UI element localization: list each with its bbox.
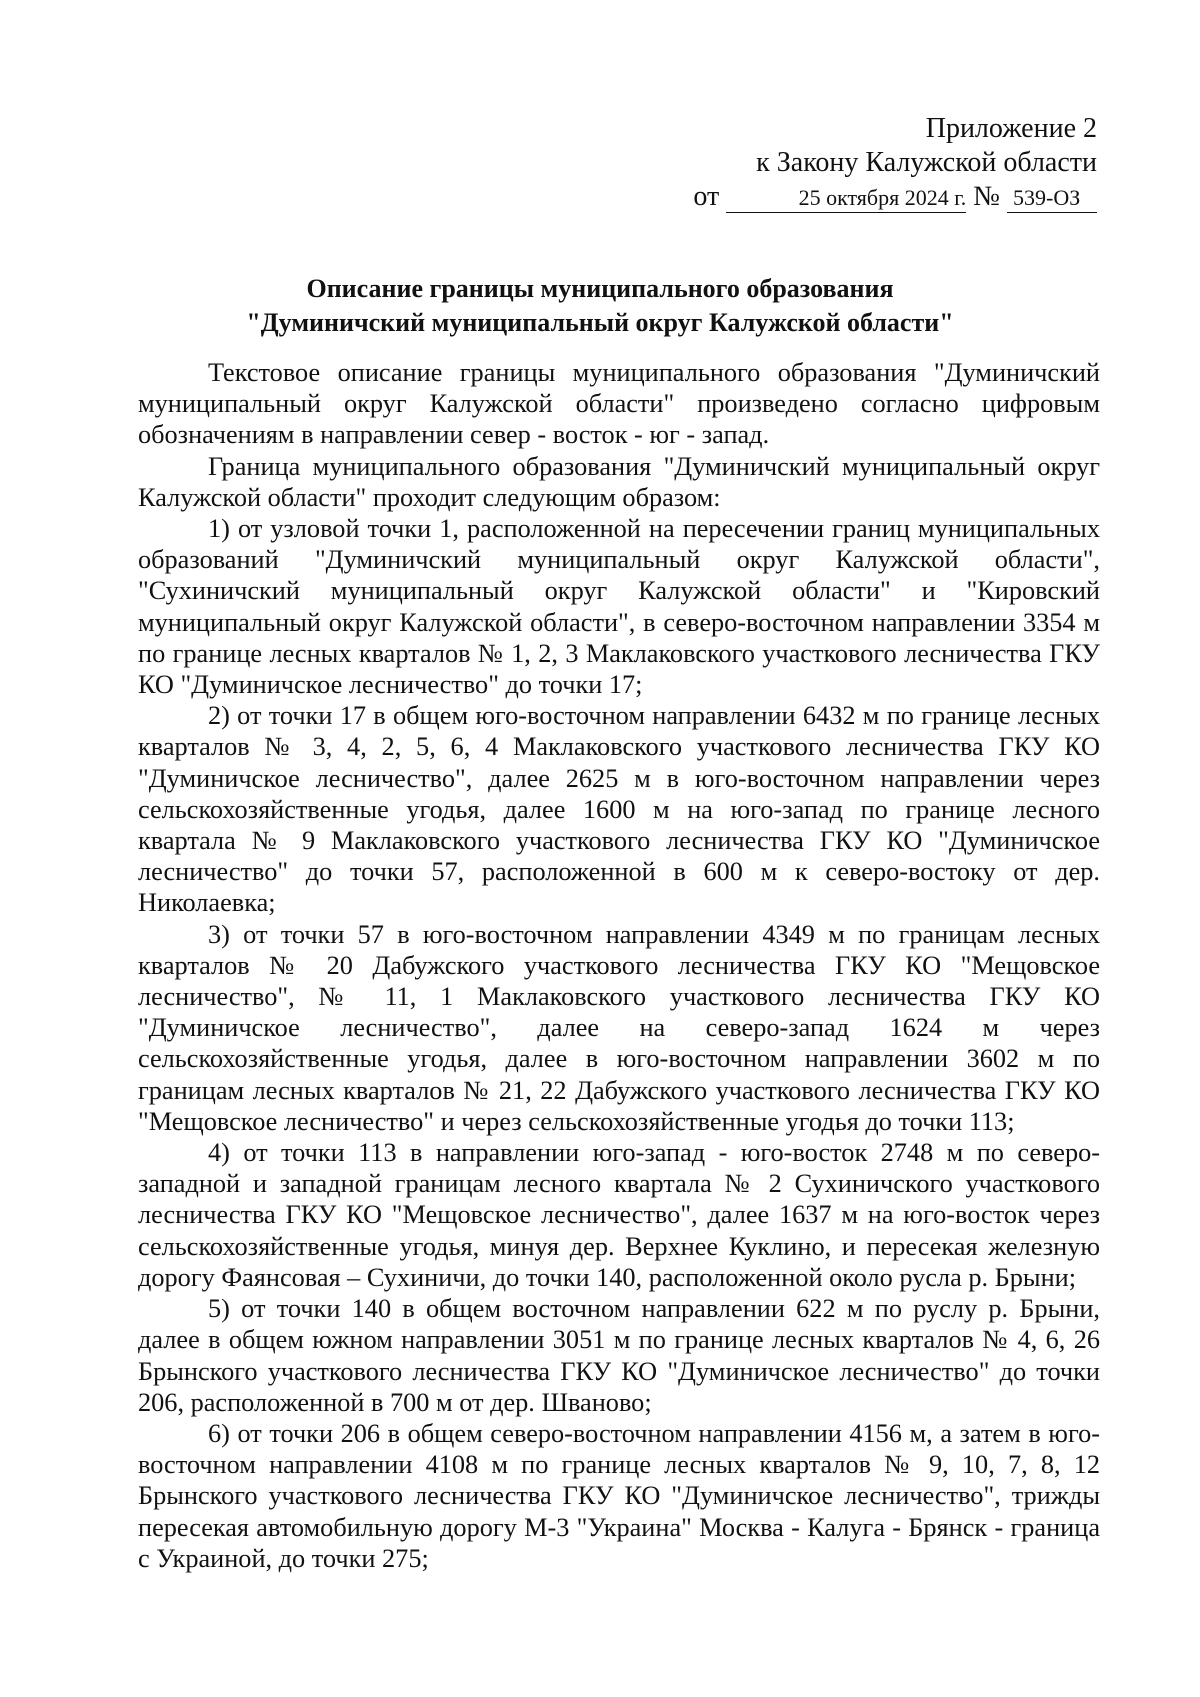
law-number: 539-ОЗ: [1007, 184, 1097, 213]
number-label: №: [973, 181, 1000, 212]
paragraph: 4) от точки 113 в направлении юго-запад - юго-восток 2748 м по северо-западной и западной границам лесного квартала № 2 Сухиничского участкового лесничества ГКУ КО "Мещовское лесничество", далее 1637 м на юго-восток через сельскохозяйственные угодья, минуя дер. Верхнее Куклино, и пересекая железную дорогу Фаянсовая – Сухиничи, до точки 140, расположенной около русла р. Брыни;: [138, 1138, 1100, 1292]
paragraph: Граница муниципального образования "Думиничский муниципальный округ Калужской области" проходит следующим образом:: [138, 451, 1100, 512]
title-line-2: "Думиничский муниципальный округ Калужской области": [246, 308, 954, 337]
from-label: от: [693, 181, 720, 212]
law-reference: к Закону Калужской области: [756, 147, 1097, 178]
paragraph: 5) от точки 140 в общем восточном направлении 622 м по руслу р. Брыни, далее в общем южном направлении 3051 м по границе лесных кварталов № 4, 6, 26 Брынского участкового лесничества ГКУ КО "Думиничское лесничество" до точки 206, расположенной в 700 м от дер. Шваново;: [138, 1294, 1100, 1417]
document-body: [138, 357, 1100, 1574]
title-line-1: Описание границы муниципального образования: [306, 274, 894, 303]
paragraph: 2) от точки 17 в общем юго-восточном направлении 6432 м по границе лесных кварталов № 3, 4, 2, 5, 6, 4 Маклаковского участкового лесничества ГКУ КО "Думиничское лесничество", далее 2625 м в юго-восточном направлении через сельскохозяйственные угодья, далее 1600 м на юго-запад по границе лесного квартала № 9 Маклаковского участкового лесничества ГКУ КО "Думиничское лесничество" до точки 57, расположенной в 600 м к северо-востоку от дер. Николаевка;: [138, 701, 1100, 918]
law-date-number-line: [693, 180, 1097, 214]
document-title: [0, 272, 1200, 340]
paragraph: 3) от точки 57 в юго-восточном направлении 4349 м по границам лесных кварталов № 20 Дабужского участкового лесничества ГКУ КО "Мещовское лесничество", № 11, 1 Маклаковского участкового лесничества ГКУ КО "Думиничское лесничество", далее на северо-запад 1624 м через сельскохозяйственные угодья, далее в юго-восточном направлении 3602 м по границам лесных кварталов № 21, 22 Дабужского участкового лесничества ГКУ КО "Мещовское лесничество" и через сельскохозяйственные угодья до точки 113;: [138, 919, 1100, 1136]
paragraph: 1) от узловой точки 1, расположенной на пересечении границ муниципальных образований "Думиничский муниципальный округ Калужской области", "Сухиничский муниципальный округ Калужской области" и "Кировский муниципальный округ Калужской области", в северо-восточном направлении 3354 м по границе лесных кварталов № 1, 2, 3 Маклаковского участкового лесничества ГКУ КО "Думиничское лесничество" до точки 17;: [138, 514, 1100, 700]
appendix-label: Приложение 2: [925, 113, 1097, 144]
paragraph: Текстовое описание границы муниципального образования "Думиничский муниципальный округ Калужской области" произведено согласно цифровым обозначениям в направлении север - восток - юг - запад.: [138, 358, 1100, 450]
appendix-header: [693, 112, 1097, 214]
paragraph: 6) от точки 206 в общем северо-восточном направлении 4156 м, а затем в юго-восточном направлении 4108 м по границе лесных кварталов № 9, 10, 7, 8, 12 Брынского участкового лесничества ГКУ КО "Думиничское лесничество", трижды пересекая автомобильную дорогу М-3 "Украина" Москва - Калуга - Брянск - граница с Украиной, до точки 275;: [138, 1418, 1100, 1573]
law-date: 25 октября 2024 г.: [726, 184, 966, 213]
